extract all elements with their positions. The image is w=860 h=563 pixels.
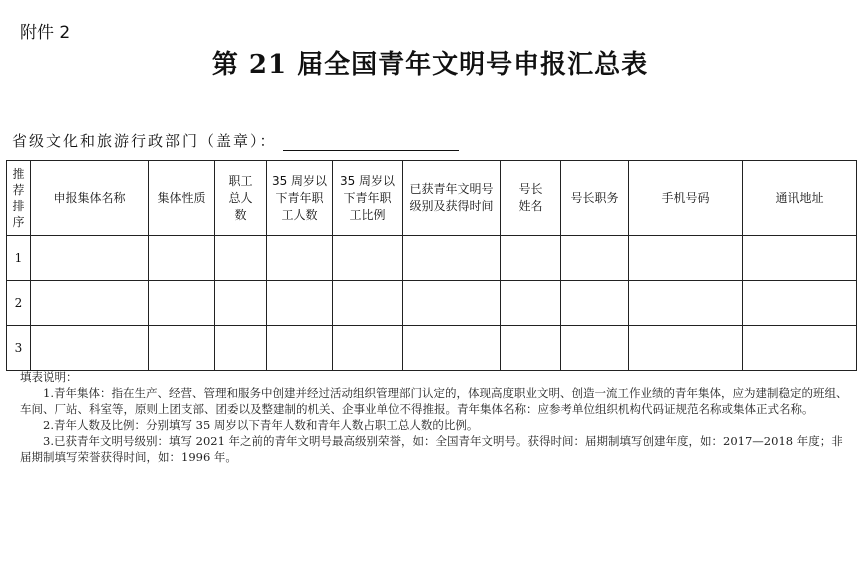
header-leader-name: 号长姓名: [501, 161, 561, 236]
note-item: 1.青年集体：指在生产、经营、管理和服务中创建并经过活动组织管理部门认定的，体现高度职业文明、创造一流工作业绩的青年集体，应为建制稳定的班组、车间、厂站、科室等，原则上团支部、团委以及整建制的机关、企事业单位不得推报。青年集体名称：应参考单位组织机构代码证规范名称或集体正式名称。: [20, 386, 848, 416]
header-youth-ratio: 35 周岁以下青年职工比例: [333, 161, 403, 236]
cell-youth-ratio[interactable]: [333, 236, 403, 281]
cell-phone[interactable]: [629, 326, 743, 371]
cell-total-staff[interactable]: [215, 281, 267, 326]
header-rank: 推荐排序: [7, 161, 31, 236]
header-honor-level: 已获青年文明号级别及获得时间: [403, 161, 501, 236]
cell-youth-ratio[interactable]: [333, 326, 403, 371]
table-row: [7, 236, 857, 281]
cell-youth-count[interactable]: [267, 281, 333, 326]
header-leader-title: 号长职务: [561, 161, 629, 236]
cell-collective-nature[interactable]: [149, 326, 215, 371]
header-total-staff: 职工总人数: [215, 161, 267, 236]
cell-address[interactable]: [743, 236, 857, 281]
summary-table: [6, 160, 857, 371]
cell-honor-level[interactable]: [403, 236, 501, 281]
cell-total-staff[interactable]: [215, 326, 267, 371]
row-number: 3: [7, 326, 31, 371]
department-field: [12, 130, 459, 151]
cell-total-staff[interactable]: [215, 236, 267, 281]
department-signature-line[interactable]: [283, 136, 459, 151]
cell-youth-count[interactable]: [267, 236, 333, 281]
cell-collective-name[interactable]: [31, 326, 149, 371]
row-number: 2: [7, 281, 31, 326]
cell-youth-count[interactable]: [267, 326, 333, 371]
cell-collective-nature[interactable]: [149, 281, 215, 326]
attachment-label: 附件 2: [20, 23, 71, 43]
cell-leader-title[interactable]: [561, 326, 629, 371]
cell-address[interactable]: [743, 281, 857, 326]
fill-instructions: [20, 369, 852, 465]
page-title: 第 21 届全国青年文明号申报汇总表: [211, 50, 649, 80]
header-youth-count: 35 周岁以下青年职工人数: [267, 161, 333, 236]
cell-collective-nature[interactable]: [149, 236, 215, 281]
table-header-row: [7, 161, 857, 236]
cell-collective-name[interactable]: [31, 281, 149, 326]
cell-youth-ratio[interactable]: [333, 281, 403, 326]
cell-leader-title[interactable]: [561, 236, 629, 281]
table-row: [7, 281, 857, 326]
cell-leader-name[interactable]: [501, 281, 561, 326]
department-label: 省级文化和旅游行政部门（盖章）：: [12, 132, 277, 150]
cell-phone[interactable]: [629, 281, 743, 326]
header-collective-name: 申报集体名称: [31, 161, 149, 236]
row-number: 1: [7, 236, 31, 281]
cell-leader-title[interactable]: [561, 281, 629, 326]
cell-phone[interactable]: [629, 236, 743, 281]
cell-leader-name[interactable]: [501, 326, 561, 371]
cell-leader-name[interactable]: [501, 236, 561, 281]
cell-honor-level[interactable]: [403, 326, 501, 371]
notes-heading: 填表说明：: [20, 370, 78, 384]
cell-address[interactable]: [743, 326, 857, 371]
note-item: 3.已获青年文明号级别：填写 2021 年之前的青年文明号最高级别荣誉，如：全国青年文明号。获得时间：届期制填写创建年度，如：2017—2018 年度；非届期制填写荣誉获得时间，如：1996 年。: [20, 434, 843, 464]
header-collective-nature: 集体性质: [149, 161, 215, 236]
header-address: 通讯地址: [743, 161, 857, 236]
note-item: 2.青年人数及比例：分别填写 35 周岁以下青年人数和青年人数占职工总人数的比例。: [43, 418, 479, 432]
header-phone: 手机号码: [629, 161, 743, 236]
table-row: [7, 326, 857, 371]
cell-collective-name[interactable]: [31, 236, 149, 281]
cell-honor-level[interactable]: [403, 281, 501, 326]
